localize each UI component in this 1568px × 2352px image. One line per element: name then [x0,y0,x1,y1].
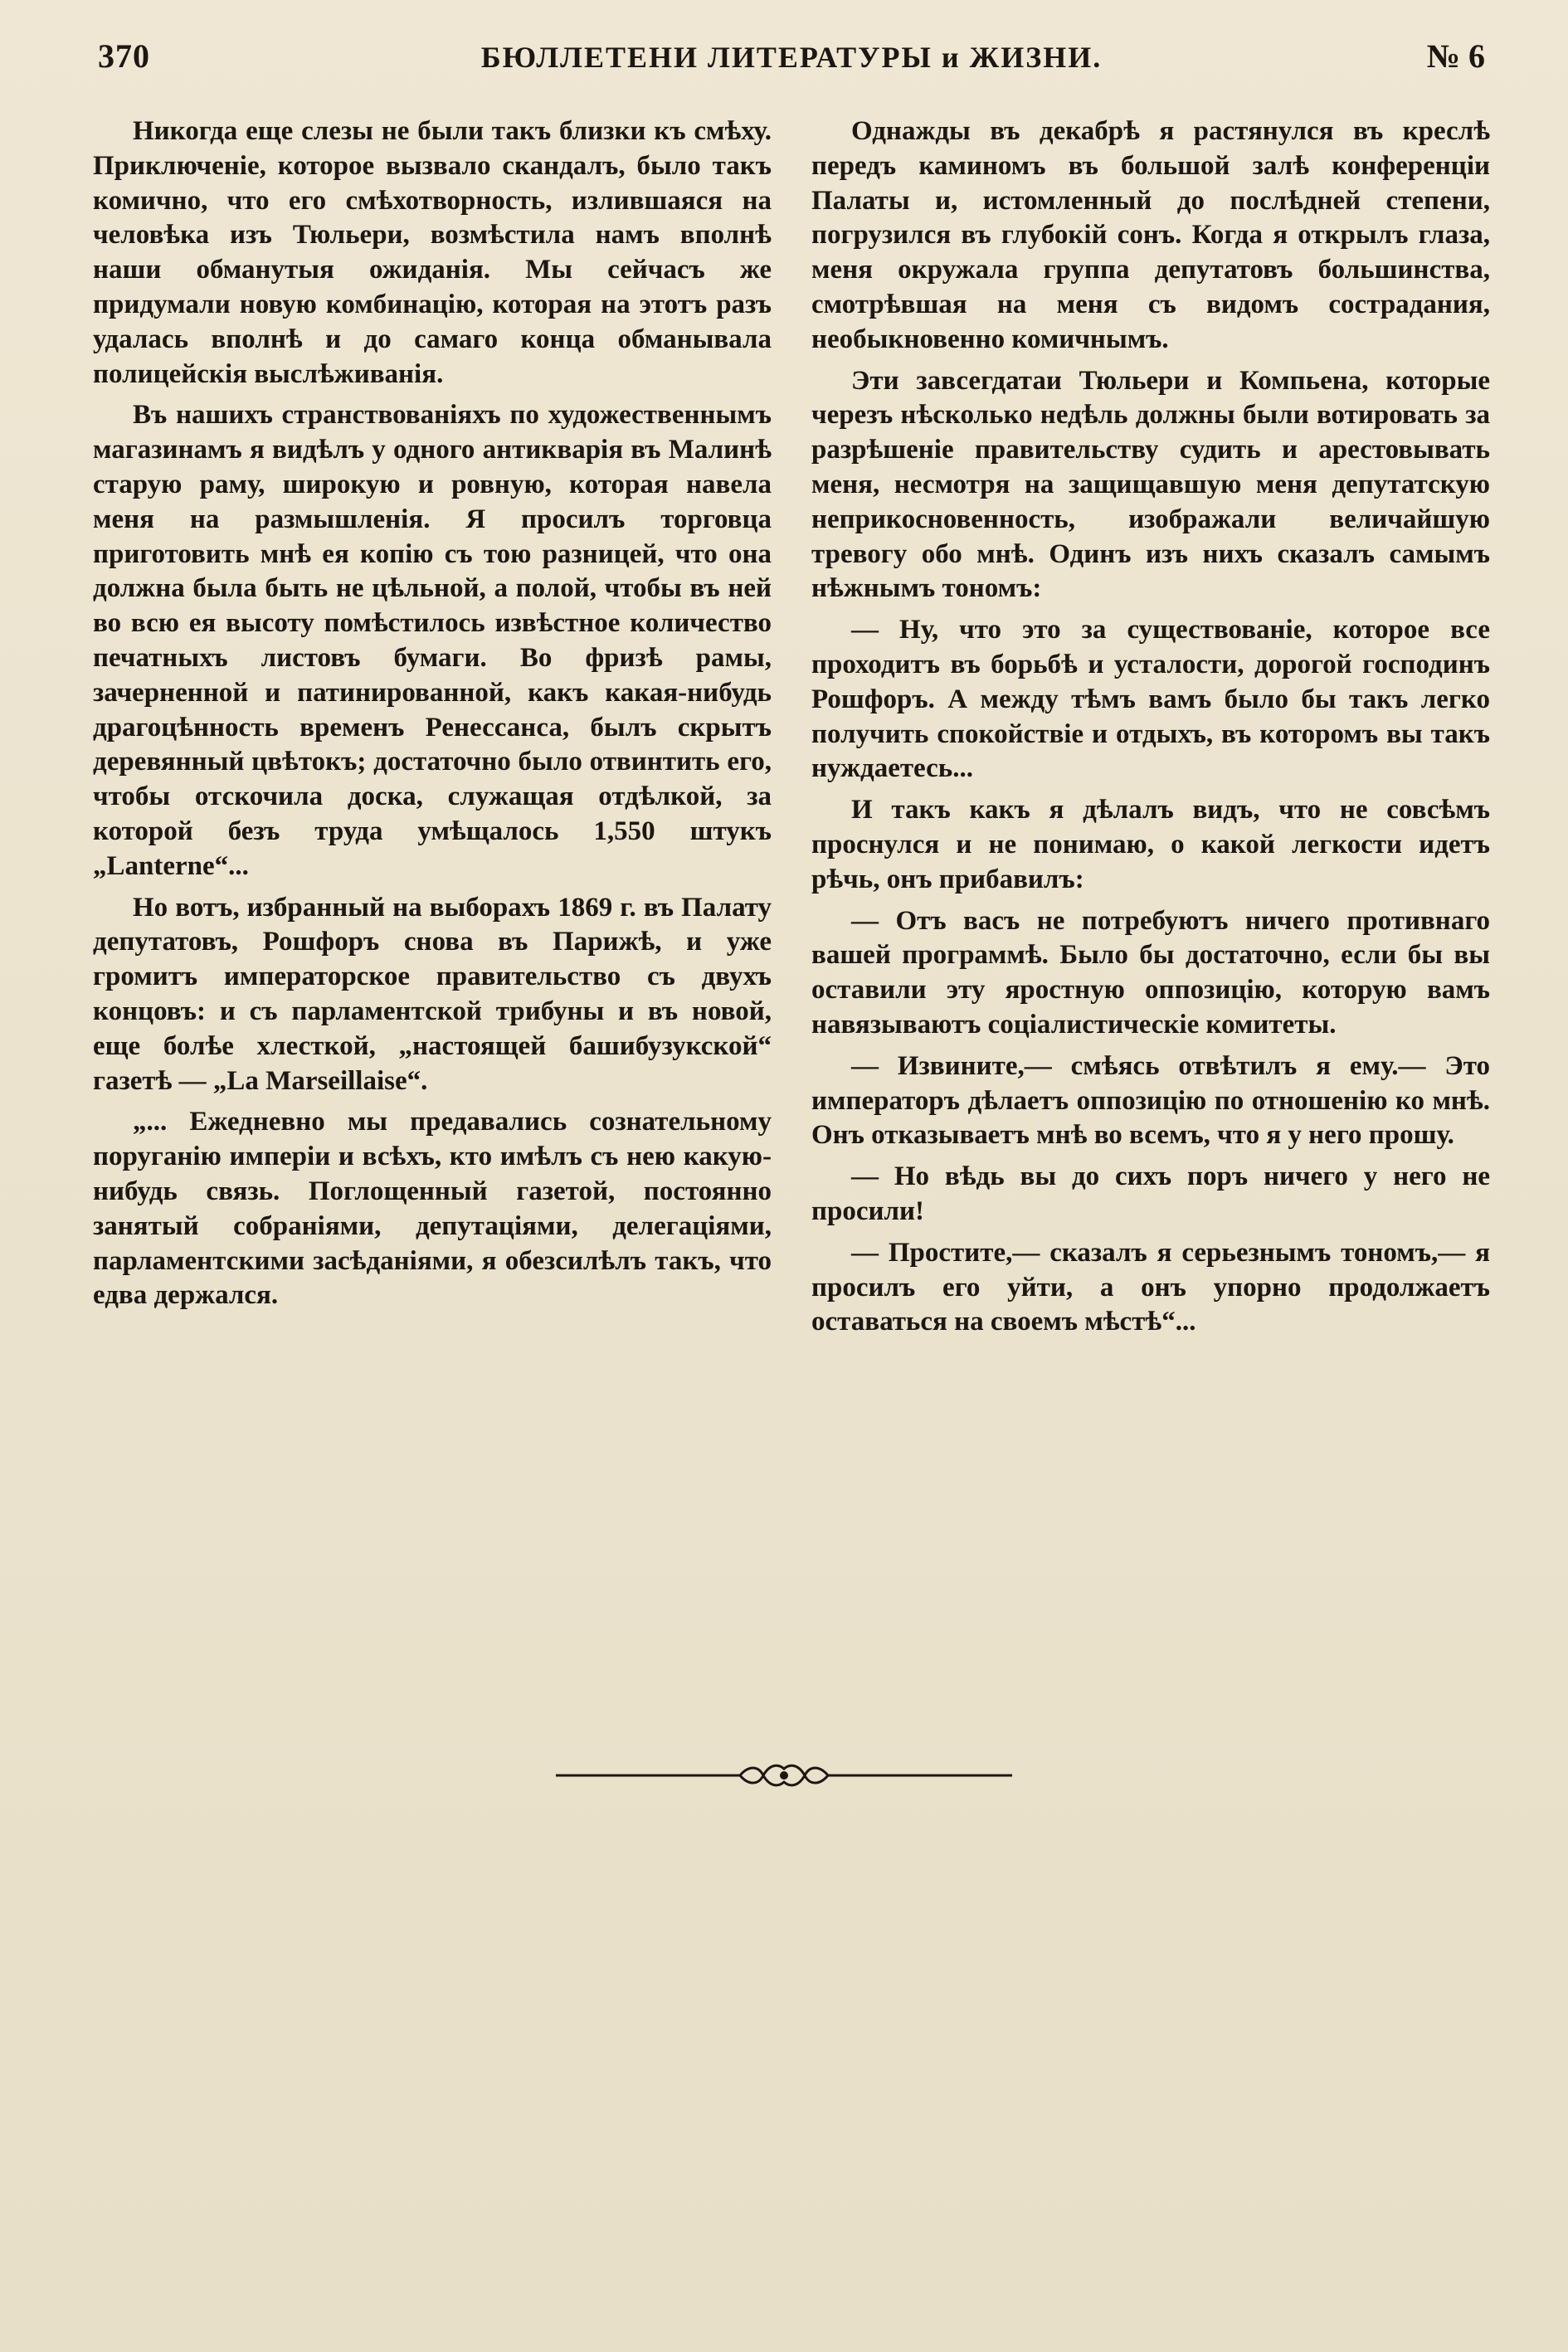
paragraph: — Ну, что это за существованіе, которое все проходитъ въ борьбѣ и усталости, дорогой господинъ Рошфоръ. А между тѣмъ вамъ было бы такъ легко получить спокойствіе и отдыхъ, въ которомъ вы такъ нуждаетесь... [811,615,1490,784]
paragraph: Никогда еще слезы не были такъ близки къ смѣху. Приключеніе, которое вызвало скандалъ, было такъ комично, что его смѣхотворность, излившаяся на человѣка изъ Тюльери, возмѣстила намъ вполнѣ наши обманутыя ожиданія. Мы сейчасъ же придумали новую комбинацію, которая на этотъ разъ удалась вполнѣ и до самаго конца обманывала полицейскія выслѣживанія. [93,116,772,389]
paragraph: — Но вѣдь вы до сихъ поръ ничего у него не просили! [811,1161,1490,1226]
running-title: БЮЛЛЕТЕНИ ЛИТЕРАТУРЫ и ЖИЗНИ. [480,41,1103,74]
paragraph: „... Ежедневно мы предавались сознательному поруганію имперіи и всѣхъ, кто имѣлъ съ нею какую-нибудь связь. Поглощенный газетой, постоянно занятый собраніями, депутаціями, делегаціями, парламентскими засѣданіями, я обезсилѣлъ такъ, что едва держался. [93,1107,772,1311]
right-column [811,114,1490,1346]
page-header [98,37,1485,86]
paragraph: Эти завсегдатаи Тюльери и Компьена, которые черезъ нѣсколько недѣль должны были вотировать за разрѣшеніе правительству судить и арестовывать меня, несмотря на защищавшую меня депутатскую неприкосновенность, изображали величайшую тревогу обо мнѣ. Одинъ изъ нихъ сказалъ самымъ нѣжнымъ тономъ: [811,365,1490,604]
left-column [93,114,772,1320]
paragraph: И такъ какъ я дѣлалъ видъ, что не совсѣмъ проснулся и не понимаю, о какой легкости идетъ рѣчь, онъ прибавилъ: [811,795,1490,894]
page-number: 370 [98,37,150,75]
paragraph: Однажды въ декабрѣ я растянулся въ креслѣ передъ каминомъ въ большой залѣ конференціи Палаты и, истомленный до послѣдней степени, погрузился въ глубокій сонъ. Когда я открылъ глаза, меня окружала группа депутатовъ большинства, смотрѣвшая на меня съ видомъ сострадания, необыкновенно комичнымъ. [811,116,1490,354]
paragraph: — Простите,— сказалъ я серьезнымъ тономъ,— я просилъ его уйти, а онъ упорно продолжаетъ оставаться на своемъ мѣстѣ“... [811,1237,1490,1337]
paragraph: Но вотъ, избранный на выборахъ 1869 г. въ Палату депутатовъ, Рошфоръ снова въ Парижѣ, и уже громитъ императорское правительство съ двухъ концовъ: и съ парламентской трибуны и въ новой, еще болѣе хлесткой, „настоящей башибузукской“ газетѣ — „La Marseillaise“. [93,892,772,1096]
ornamental-divider [556,1759,1012,1792]
paragraph: — Извините,— смѣясь отвѣтилъ я ему.— Это императоръ дѣлаетъ оппозицію по отношенію ко мнѣ. Онъ отказываетъ мнѣ во всемъ, что я у него прошу. [811,1050,1490,1151]
paragraph: Въ нашихъ странствованіяхъ по художественнымъ магазинамъ я видѣлъ у одного антикварія въ Малинѣ старую раму, широкую и ровную, которая навела меня на размышленія. Я просилъ торговца приготовить мнѣ ея копію съ тою разницей, что она должна была быть не цѣльной, а полой, чтобы въ ней во всю ея высоту помѣстилось извѣстное количество печатныхъ листовъ бумаги. Во фризѣ рамы, зачерненной и патинированной, какъ какая-нибудь драгоцѣнность временъ Ренессанса, былъ скрытъ деревянный цвѣтокъ; достаточно было отвинтить его, чтобы отскочила доска, служащая отдѣлкой, за которой безъ труда умѣщалось 1,550 штукъ „Lanterne“... [93,400,772,881]
issue-number: № 6 [1426,37,1485,75]
paragraph: — Отъ васъ не потребуютъ ничего противнаго вашей программѣ. Было бы достаточно, если бы вы оставили эту яростную оппозицію, которую вамъ навязываютъ соціалистическіе комитеты. [811,905,1490,1040]
